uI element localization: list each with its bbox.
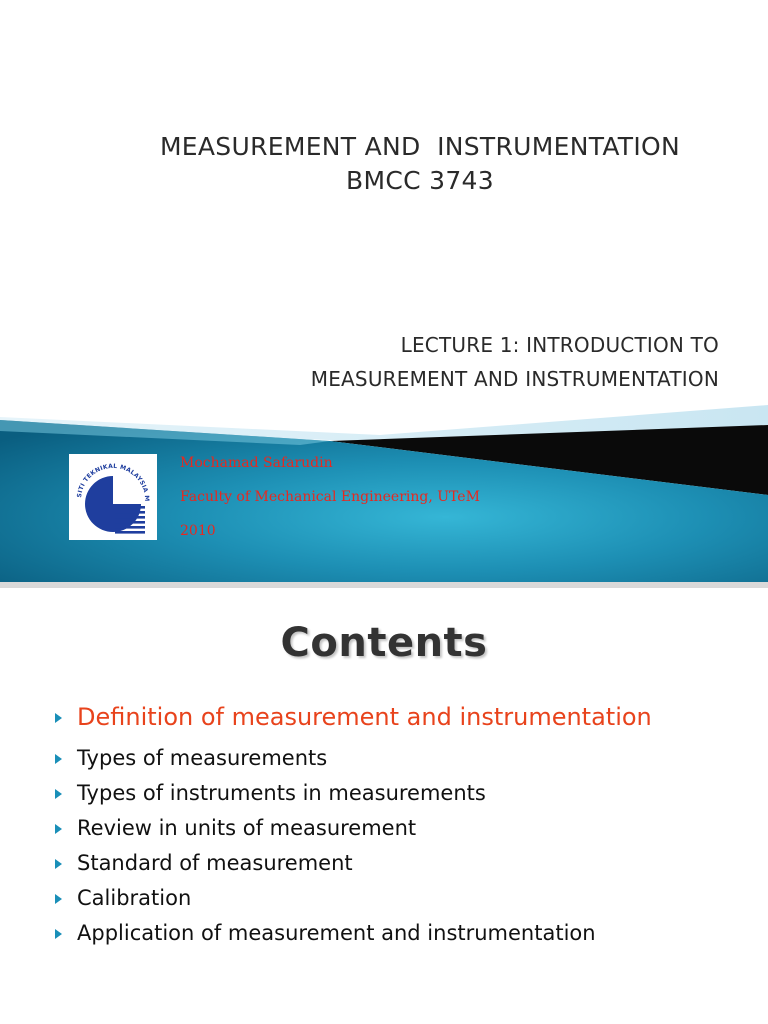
bullet-arrow-icon [55, 929, 62, 939]
contents-item-label: Review in units of measurement [77, 816, 417, 840]
slide-subtitle-line: MEASUREMENT AND INSTRUMENTATION [310, 367, 719, 391]
slide-title-line: BMCC 3743 [346, 166, 494, 195]
university-logo [69, 454, 157, 540]
university-logo-graphic [69, 454, 157, 540]
author-name: Mochamad Safarudin [180, 455, 333, 471]
author-block [180, 452, 480, 554]
slide-title-line: MEASUREMENT AND INSTRUMENTATION [159, 132, 681, 161]
contents-list [55, 700, 755, 951]
faculty-name: Faculty of Mechanical Engineering, UTeM [180, 489, 480, 505]
bullet-arrow-icon [55, 713, 62, 723]
contents-item-calibration [55, 881, 755, 916]
bullet-arrow-icon [55, 824, 62, 834]
slide-subtitle [159, 328, 719, 396]
contents-item-application [55, 916, 755, 951]
contents-title: Contents [280, 620, 488, 666]
contents-item-label: Calibration [77, 886, 192, 910]
contents-item-types-of-measurements [55, 741, 755, 776]
year-label: 2010 [180, 523, 216, 539]
contents-item-review-units [55, 811, 755, 846]
contents-item-standard [55, 846, 755, 881]
contents-item-label: Definition of measurement and instrumentation [77, 703, 652, 731]
bullet-arrow-icon [55, 859, 62, 869]
bullet-arrow-icon [55, 754, 62, 764]
contents-item-label: Types of instruments in measurements [77, 781, 486, 805]
contents-item-label: Application of measurement and instrumentation [77, 921, 596, 945]
contents-item-types-of-instruments [55, 776, 755, 811]
logo-ring-text: SITI TEKNIKAL MALAYSIA M [76, 462, 151, 502]
bullet-arrow-icon [55, 894, 62, 904]
bullet-arrow-icon [55, 789, 62, 799]
contents-item-definition [55, 700, 755, 735]
slide-subtitle-line: LECTURE 1: INTRODUCTION TO [400, 333, 719, 357]
contents-item-label: Standard of measurement [77, 851, 353, 875]
slide-title [80, 130, 760, 198]
contents-item-label: Types of measurements [77, 746, 328, 770]
